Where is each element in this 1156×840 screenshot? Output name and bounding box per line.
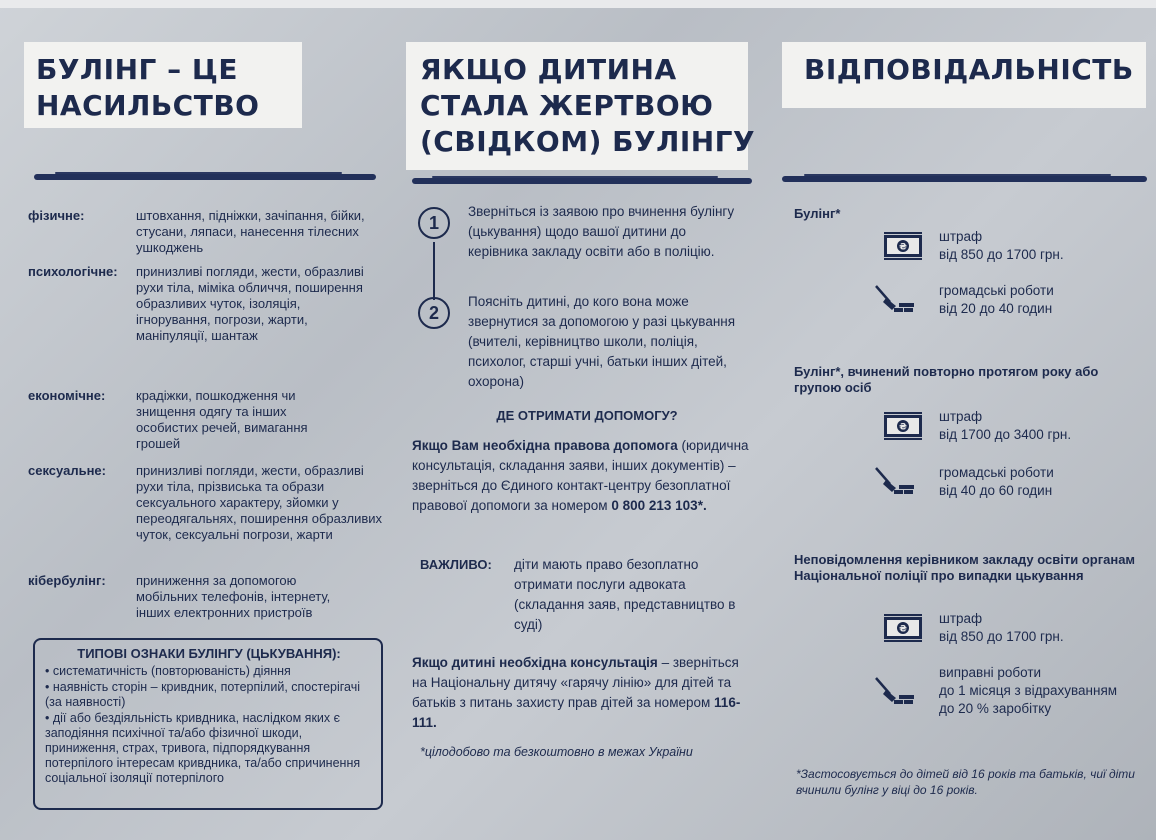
- definition-economic: [28, 388, 388, 456]
- fine-block: [882, 610, 1142, 660]
- divider: [782, 176, 1147, 182]
- work-value: до 1 місяця з відрахуванням до 20 % заробітку: [939, 683, 1118, 716]
- list-item: • дії або бездіяльність кривдника, наслідком яких є заподіяння психічної та/або фізичної шкоди, приниження, страх, тривога, підпорядкування потерпілого інтересам кривдника, та/або спричинення соціальної ізоляції потерпілого: [45, 711, 373, 786]
- section-heading: Неповідомлення керівником закладу освіти органам Національної поліції про випадки цькування: [794, 552, 1136, 583]
- consultation-text: – зверніться на Національну дитячу «гарячу лінію» для дітей та батьків з питань захисту прав дітей за номером: [412, 655, 739, 710]
- help-heading: ДЕ ОТРИМАТИ ДОПОМОГУ?: [496, 408, 678, 423]
- consultation-lead: Якщо дитині необхідна консультація: [412, 655, 658, 670]
- column-title: БУЛІНГ – ЦЕ НАСИЛЬСТВО: [36, 53, 260, 122]
- definition-desc: крадіжки, пошкодження чи знищення одягу та інших особистих речей, вимагання грошей: [136, 388, 308, 451]
- column-title: ЯКЩО ДИТИНА СТАЛА ЖЕРТВОЮ (СВІДКОМ) БУЛІНГУ: [420, 53, 756, 158]
- important-text: діти мають право безоплатно отримати послуги адвоката (складання заяв, представництво в суді): [514, 557, 736, 632]
- fine-value: від 850 до 1700 грн.: [939, 629, 1064, 644]
- svg-text:₴: ₴: [899, 242, 907, 253]
- footnote: *Застосовується до дітей від 16 років та батьків, чиї діти вчинили булінг у віці до 16 років.: [796, 767, 1135, 797]
- fine-text: [939, 228, 1139, 264]
- section-heading: Булінг*, вчинений повторно протягом року або групою осіб: [794, 364, 1099, 395]
- shovel-bricks-icon: [874, 284, 916, 316]
- work-label: громадські роботи: [939, 283, 1054, 298]
- work-value: від 40 до 60 годин: [939, 483, 1053, 498]
- definition-desc: приниження за допомогою мобільних телефонів, інтернету, інших електронних пристроїв: [136, 573, 331, 620]
- column-title: ВІДПОВІДАЛЬНІСТЬ: [804, 53, 1134, 86]
- fine-label: штраф: [939, 409, 983, 424]
- fine-label: штраф: [939, 611, 983, 626]
- definition-desc: принизливі погляди, жести, образливі рухи тіла, прізвиська та образи сексуального характеру, зйомки у переодягальнях, поширення образливих чуток, сексуальні погрози, жарти: [136, 463, 383, 542]
- step-text: Зверніться із заявою про вчинення булінгу (цькування) щодо вашої дитини до керівника закладу освіти або в поліцію.: [468, 204, 735, 259]
- work-block: [882, 464, 1142, 514]
- banknote-icon: [882, 410, 924, 442]
- svg-text:₴: ₴: [899, 422, 907, 433]
- definition-term: психологічне:: [28, 264, 118, 279]
- definition-sexual: [28, 463, 388, 571]
- definition-term: сексуальне:: [28, 463, 106, 478]
- work-label: громадські роботи: [939, 465, 1054, 480]
- typical-signs-box: [33, 638, 383, 810]
- shovel-bricks-icon: [874, 676, 916, 708]
- legal-help-text: (юридична консультація, складання заяви, інших документів) – зверніться до Єдиного контакт-центру безоплатної правової допомоги за номером: [412, 438, 749, 513]
- banknote-icon: [882, 230, 924, 262]
- legal-help-paragraph: [412, 436, 757, 516]
- step-number: 1: [418, 207, 450, 239]
- work-label: виправні роботи: [939, 665, 1042, 680]
- definition-term: кібербулінг:: [28, 573, 106, 588]
- definition-desc: принизливі погляди, жести, образливі рухи тіла, міміка обличчя, поширення образливих чуток, ізоляція, ігнорування, погрози, жарти, маніпуляції, шантаж: [136, 264, 364, 343]
- hotline-note: *цілодобово та безкоштовно в межах України: [420, 745, 693, 759]
- list-item: • систематичність (повторюваність) діяння: [45, 664, 373, 679]
- shovel-bricks-icon: [874, 466, 916, 498]
- step-number: 2: [418, 297, 450, 329]
- work-text: [939, 282, 1139, 318]
- consultation-phone: 116-111.: [412, 695, 741, 730]
- fine-block: [882, 228, 1142, 278]
- fine-value: від 850 до 1700 грн.: [939, 247, 1064, 262]
- definition-term: економічне:: [28, 388, 106, 403]
- important-label: ВАЖЛИВО:: [420, 557, 492, 572]
- divider: [412, 178, 752, 184]
- divider: [34, 174, 376, 180]
- fine-value: від 1700 до 3400 грн.: [939, 427, 1072, 442]
- fine-label: штраф: [939, 229, 983, 244]
- definition-desc: штовхання, підніжки, зачіпання, бійки, стусани, ляпаси, нанесення тілесних ушкоджень: [136, 208, 365, 255]
- work-text: [939, 664, 1134, 718]
- work-block: [882, 282, 1142, 332]
- definition-psychological: [28, 264, 388, 382]
- fine-text: [939, 408, 1139, 444]
- consultation-paragraph: [412, 653, 757, 733]
- work-block: [882, 664, 1142, 754]
- step-text: Поясніть дитині, до кого вона може звернутися за допомогою у разі цькування (вчителі, керівництво школи, поліція, психолог, старші учні, батьки інших дітей, охорона): [468, 294, 736, 389]
- section-heading: Булінг*: [794, 206, 841, 221]
- svg-text:₴: ₴: [899, 624, 907, 635]
- list-item: • наявність сторін – кривдник, потерпілий, спостерігачі (за наявності): [45, 680, 373, 710]
- top-edge: [0, 0, 1156, 8]
- signs-title: ТИПОВІ ОЗНАКИ БУЛІНГУ (ЦЬКУВАННЯ):: [77, 646, 341, 661]
- signs-list: [45, 664, 373, 786]
- step-connector: [433, 242, 435, 300]
- work-text: [939, 464, 1139, 500]
- definition-physical: [28, 208, 388, 258]
- banknote-icon: [882, 612, 924, 644]
- fine-text: [939, 610, 1139, 646]
- fine-block: [882, 408, 1142, 458]
- legal-help-lead: Якщо Вам необхідна правова допомога: [412, 438, 678, 453]
- work-value: від 20 до 40 годин: [939, 301, 1053, 316]
- definition-term: фізичне:: [28, 208, 85, 223]
- definition-cyber: [28, 573, 388, 625]
- legal-help-phone: 0 800 213 103*.: [611, 498, 707, 513]
